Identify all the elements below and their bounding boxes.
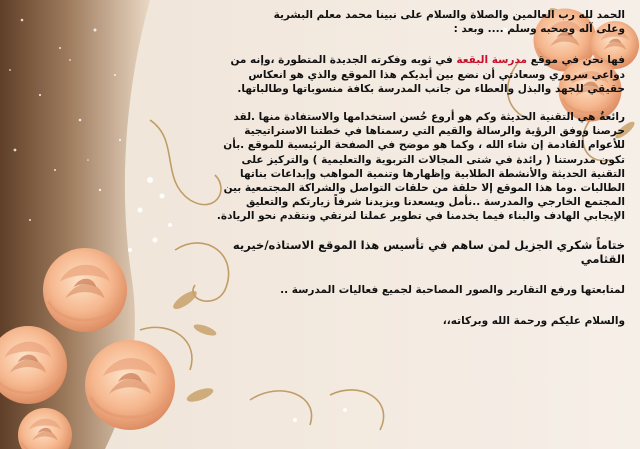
school-name: مدرسة البقعة — [456, 54, 528, 67]
intro-rest: في ثوبه وفكرته الجديدة المتطورة ،وإنه من دواعي سروري وسعادتي أن نضع بين أيديكم هذا الموقع والذي هو انعكاس حقيقي للجهد والبذل والعطاء من جانب المدرسة بكافة منسوباتها وطالباتها. — [230, 54, 625, 95]
followup-line: لمتابعتها ورفع التقارير والصور المصاحبة لجميع فعاليات المدرسة .. — [280, 284, 625, 297]
paragraph-vision: رائعةٌ هي التقنية الحديثة وكم هو أروع حُسن استخدامها والاستفادة منها .لقد حرصنا ووفق الرؤية والرسالة والقيم التي رسمناها في خطتنا الاستراتيجية للأعوام القادمة إن شاء الله ، وكما هو موضح في الصفحة الرئيسية للموقع .بأن تكون مدرستنا ( رائدة في شتى المجالات التربوية والتعليمية ) والتركيز على التقنية الحديثة والأنشطة الطلابية وإظهارها وتنمية المواهب وإبداعات بناتها الطالبات .وما هذا الموقع إلا حلقة من حلقات التواصل والشراكة المجتمعية بين المجتمع الخارجي والمدرسة ..نأمل ويسعدنا ويزيدنا شرفاً زيارتكم والتعليق الإيجابي الهادف والبناء فيما يخدمنا في تطوير عملنا لنرتقي ونتقدم نحو الريادة. — [216, 111, 625, 223]
thanks-text: ختاماً شكري الجزيل لمن ساهم في تأسيس هذا الموقع — [314, 237, 625, 252]
intro-lead: فها نحن في موقع — [527, 54, 625, 67]
thanks-line — [215, 238, 625, 266]
contributor-name: الاستاذه/خيريه القثامي — [232, 237, 625, 266]
opening-line-2: وعلى آله وصحبه وسلم .... وبعد : — [453, 23, 625, 36]
paragraph-intro — [215, 53, 625, 96]
opening-line-1: الحمد لله رب العالمين والصلاة والسلام على نبينا محمد معلم البشرية — [273, 9, 625, 21]
welcome-letter — [215, 8, 625, 328]
closing-line: والسلام عليكم ورحمة الله وبركاته،، — [442, 315, 625, 328]
